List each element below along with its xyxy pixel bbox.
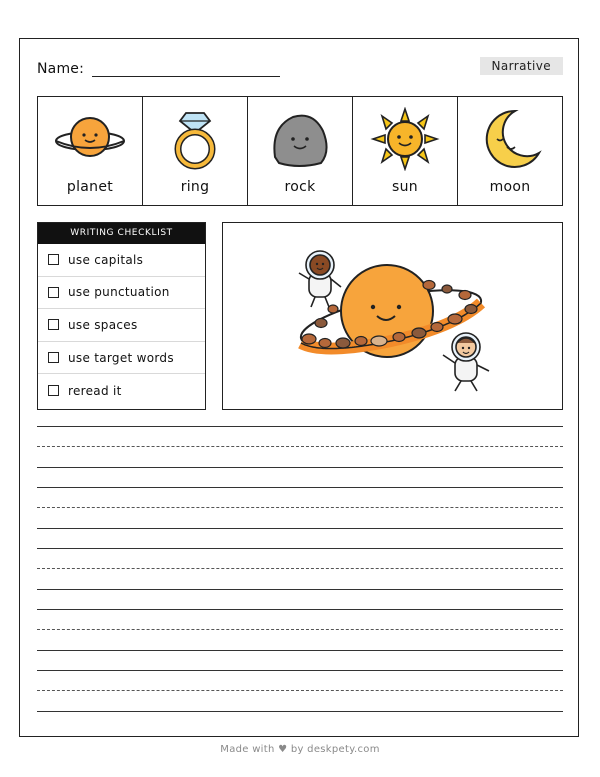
word-cell-rock <box>248 97 353 205</box>
word-label: rock <box>284 179 316 195</box>
writing-checklist <box>37 222 206 410</box>
checklist-item-label: use spaces <box>68 317 138 332</box>
planet-icon <box>50 107 130 171</box>
word-label: sun <box>392 179 418 195</box>
writing-line-top <box>37 487 563 488</box>
writing-line-mid <box>37 507 563 508</box>
writing-line-mid <box>37 629 563 630</box>
checklist-item[interactable] <box>38 309 205 342</box>
moon-icon <box>475 107 545 171</box>
checklist-item-label: use capitals <box>68 252 144 267</box>
writing-line-top <box>37 426 563 427</box>
checkbox[interactable] <box>48 287 59 298</box>
name-write-line[interactable] <box>92 76 280 77</box>
writing-line-mid <box>37 690 563 691</box>
checklist-item[interactable] <box>38 342 205 375</box>
worksheet <box>19 38 579 737</box>
writing-line-base <box>37 467 563 468</box>
picture-prompt <box>222 222 563 410</box>
name-label: Name: <box>37 61 85 77</box>
astronauts-planet-illustration <box>223 223 561 408</box>
checklist-item[interactable] <box>38 244 205 277</box>
checklist-title: WRITING CHECKLIST <box>38 223 205 244</box>
footer-credit: Made with ♥ by deskpety.com <box>220 744 380 755</box>
word-bank <box>37 96 563 206</box>
writing-line-base <box>37 528 563 529</box>
writing-line-top <box>37 548 563 549</box>
checklist-item-label: reread it <box>68 383 122 398</box>
word-label: planet <box>66 179 114 195</box>
writing-line-mid <box>37 568 563 569</box>
checkbox[interactable] <box>48 254 59 265</box>
checklist-item-label: use target words <box>68 350 174 365</box>
checkbox[interactable] <box>48 319 59 330</box>
writing-line-base <box>37 711 563 712</box>
word-cell-sun <box>353 97 458 205</box>
word-label: ring <box>180 179 210 195</box>
astronaut-left <box>299 251 341 307</box>
checkbox[interactable] <box>48 385 59 396</box>
checklist-item[interactable] <box>38 374 205 407</box>
checklist-item-label: use punctuation <box>68 285 170 300</box>
writing-line-top <box>37 609 563 610</box>
word-cell-moon <box>458 97 562 205</box>
word-cell-planet <box>38 97 143 205</box>
writing-line-base <box>37 589 563 590</box>
word-label: moon <box>489 179 531 195</box>
astronaut-right <box>443 333 489 391</box>
checkbox[interactable] <box>48 352 59 363</box>
writing-line-mid <box>37 446 563 447</box>
word-cell-ring <box>143 97 248 205</box>
sun-icon <box>370 107 440 171</box>
rock-icon <box>265 107 335 171</box>
checklist-item[interactable] <box>38 277 205 310</box>
genre-tag: Narrative <box>480 57 563 75</box>
writing-line-top <box>37 670 563 671</box>
ring-icon <box>160 107 230 171</box>
writing-line-base <box>37 650 563 651</box>
